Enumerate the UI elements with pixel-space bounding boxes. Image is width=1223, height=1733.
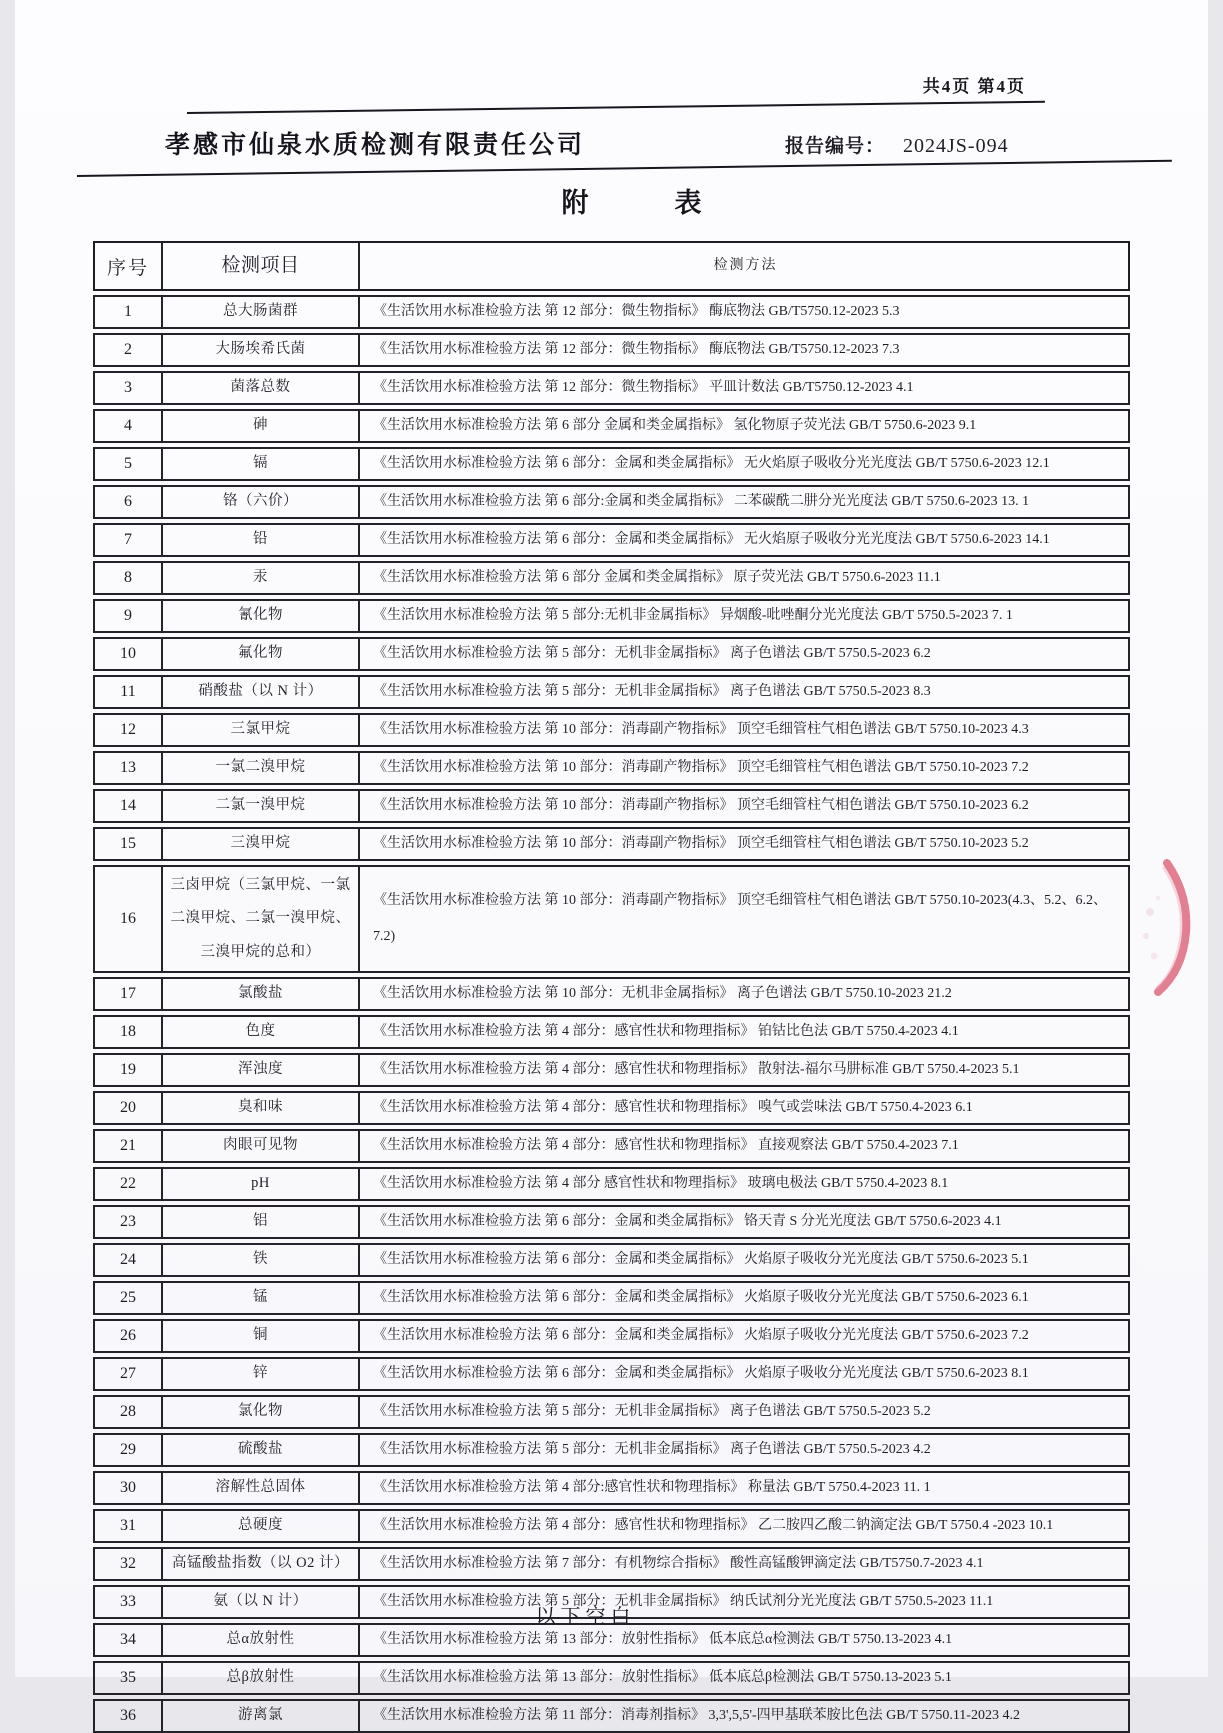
cell-no: 19 xyxy=(95,1055,163,1085)
company-name: 孝感市仙泉水质检测有限责任公司 xyxy=(165,131,586,159)
cell-item: 锰 xyxy=(163,1283,360,1313)
red-seal-stamp-icon xyxy=(1120,840,1208,1005)
table-row xyxy=(93,1319,1130,1353)
table-row xyxy=(93,1015,1130,1049)
page-title-char-1: 附 xyxy=(561,188,589,218)
cell-no: 4 xyxy=(95,411,163,441)
cell-method: 《生活饮用水标准检验方法 第 10 部分：消毒副产物指标》 顶空毛细管柱气相色谱法 GB/T 5750.10-2023 6.2 xyxy=(373,798,1029,814)
cell-no: 29 xyxy=(95,1435,163,1465)
cell-no: 26 xyxy=(95,1321,163,1351)
table-row xyxy=(93,789,1130,823)
cell-method: 《生活饮用水标准检验方法 第 6 部分：金属和类金属指标》 无火焰原子吸收分光光度法 GB/T 5750.6-2023 12.1 xyxy=(373,456,1050,472)
table-row xyxy=(93,295,1130,329)
cell-method: 《生活饮用水标准检验方法 第 5 部分：无机非金属指标》 离子色谱法 GB/T 5750.5-2023 8.3 xyxy=(373,684,931,700)
cell-method: 《生活饮用水标准检验方法 第 7 部分：有机物综合指标》 酸性高锰酸钾滴定法 GB/T5750.7-2023 4.1 xyxy=(373,1556,984,1572)
cell-item: 铬（六价） xyxy=(163,487,360,517)
cell-item: 总大肠菌群 xyxy=(163,297,360,327)
cell-no: 33 xyxy=(95,1587,163,1617)
table-row xyxy=(93,1167,1130,1201)
cell-method: 《生活饮用水标准检验方法 第 10 部分：消毒副产物指标》 顶空毛细管柱气相色谱法 GB/T 5750.10-2023 4.3 xyxy=(373,722,1029,738)
page-title-char-2: 表 xyxy=(674,188,702,218)
cell-item: 二氯一溴甲烷 xyxy=(163,791,360,821)
cell-method: 《生活饮用水标准检验方法 第 6 部分 金属和类金属指标》 氢化物原子荧光法 GB/T 5750.6-2023 9.1 xyxy=(373,418,977,434)
table-row xyxy=(93,1205,1130,1239)
cell-method: 《生活饮用水标准检验方法 第 11 部分：消毒剂指标》 3,3',5,5'-四甲基联苯胺比色法 GB/T 5750.11-2023 4.2 xyxy=(373,1708,1020,1724)
cell-item: 三氯甲烷 xyxy=(163,715,360,745)
cell-no: 16 xyxy=(95,867,163,971)
cell-item: 溶解性总固体 xyxy=(163,1473,360,1503)
cell-no: 14 xyxy=(95,791,163,821)
report-number-label: 报告编号： xyxy=(785,136,886,157)
table-row xyxy=(93,1395,1130,1429)
cell-method: 《生活饮用水标准检验方法 第 4 部分：感官性状和物理指标》 铂钴比色法 GB/T 5750.4-2023 4.1 xyxy=(373,1024,959,1040)
header-rule-bottom xyxy=(77,160,1172,178)
cell-item: 铁 xyxy=(163,1245,360,1275)
cell-no: 18 xyxy=(95,1017,163,1047)
cell-method: 《生活饮用水标准检验方法 第 10 部分：消毒副产物指标》 顶空毛细管柱气相色谱法 GB/T 5750.10-2023 7.2 xyxy=(373,760,1029,776)
cell-item: 一氯二溴甲烷 xyxy=(163,753,360,783)
cell-method: 《生活饮用水标准检验方法 第 12 部分：微生物指标》 酶底物法 GB/T5750.12-2023 7.3 xyxy=(373,342,900,358)
table-row xyxy=(93,485,1130,519)
cell-method: 《生活饮用水标准检验方法 第 6 部分：金属和类金属指标》 火焰原子吸收分光光度法 GB/T 5750.6-2023 6.1 xyxy=(373,1290,1029,1306)
cell-no: 24 xyxy=(95,1245,163,1275)
cell-no: 27 xyxy=(95,1359,163,1389)
cell-item: 铝 xyxy=(163,1207,360,1237)
cell-item: 色度 xyxy=(163,1017,360,1047)
cell-method: 《生活饮用水标准检验方法 第 4 部分 感官性状和物理指标》 玻璃电极法 GB/T 5750.4-2023 8.1 xyxy=(373,1176,949,1192)
table-row xyxy=(93,1699,1130,1733)
cell-item: 游离氯 xyxy=(163,1701,360,1731)
table-row xyxy=(93,1547,1130,1581)
cell-item: pH xyxy=(163,1169,360,1199)
table-row xyxy=(93,675,1130,709)
cell-item: 硝酸盐（以 N 计） xyxy=(163,677,360,707)
cell-item: 氯酸盐 xyxy=(163,979,360,1009)
cell-no: 8 xyxy=(95,563,163,593)
cell-no: 34 xyxy=(95,1625,163,1655)
cell-item: 铅 xyxy=(163,525,360,555)
cell-item: 氰化物 xyxy=(163,601,360,631)
header-rule-top xyxy=(187,101,1045,115)
cell-no: 28 xyxy=(95,1397,163,1427)
cell-no: 17 xyxy=(95,979,163,1009)
cell-no: 7 xyxy=(95,525,163,555)
report-page xyxy=(15,0,1208,1725)
cell-method: 《生活饮用水标准检验方法 第 5 部分：无机非金属指标》 纳氏试剂分光光度法 GB/T 5750.5-2023 11.1 xyxy=(373,1594,994,1610)
cell-no: 25 xyxy=(95,1283,163,1313)
cell-no: 20 xyxy=(95,1093,163,1123)
column-header-item: 检测项目 xyxy=(163,243,360,289)
cell-method: 《生活饮用水标准检验方法 第 4 部分：感官性状和物理指标》 乙二胺四乙酸二钠滴定法 GB/T 5750.4 -2023 10.1 xyxy=(373,1518,1054,1534)
table-row xyxy=(93,827,1130,861)
cell-method: 《生活饮用水标准检验方法 第 10 部分：无机非金属指标》 离子色谱法 GB/T 5750.10-2023 21.2 xyxy=(373,986,952,1002)
cell-method: 《生活饮用水标准检验方法 第 12 部分：微生物指标》 酶底物法 GB/T5750.12-2023 5.3 xyxy=(373,304,900,320)
methods-table xyxy=(93,241,1130,1733)
cell-method: 《生活饮用水标准检验方法 第 10 部分：消毒副产物指标》 顶空毛细管柱气相色谱法 GB/T 5750.10-2023(4.3、5.2、6.2、7.2) xyxy=(373,893,1107,945)
cell-no: 5 xyxy=(95,449,163,479)
cell-item: 肉眼可见物 xyxy=(163,1131,360,1161)
cell-method: 《生活饮用水标准检验方法 第 5 部分：无机非金属指标》 离子色谱法 GB/T 5750.5-2023 5.2 xyxy=(373,1404,931,1420)
cell-item: 总α放射性 xyxy=(163,1625,360,1655)
column-header-method: 检测方法 xyxy=(713,258,778,274)
cell-method: 《生活饮用水标准检验方法 第 6 部分：金属和类金属指标》 火焰原子吸收分光光度法 GB/T 5750.6-2023 5.1 xyxy=(373,1252,1029,1268)
cell-item: 氯化物 xyxy=(163,1397,360,1427)
cell-method: 《生活饮用水标准检验方法 第 6 部分：金属和类金属指标》 无火焰原子吸收分光光度法 GB/T 5750.6-2023 14.1 xyxy=(373,532,1050,548)
cell-method: 《生活饮用水标准检验方法 第 10 部分：消毒副产物指标》 顶空毛细管柱气相色谱法 GB/T 5750.10-2023 5.2 xyxy=(373,836,1029,852)
pagination-label: 共4页 第4页 xyxy=(922,77,1026,96)
cell-method: 《生活饮用水标准检验方法 第 13 部分：放射性指标》 低本底总β检测法 GB/T 5750.13-2023 5.1 xyxy=(373,1670,952,1686)
cell-no: 1 xyxy=(95,297,163,327)
cell-method: 《生活饮用水标准检验方法 第 4 部分：感官性状和物理指标》 直接观察法 GB/T 5750.4-2023 7.1 xyxy=(373,1138,959,1154)
cell-method: 《生活饮用水标准检验方法 第 4 部分:感官性状和物理指标》 称量法 GB/T 5750.4-2023 11. 1 xyxy=(373,1480,931,1496)
cell-item: 臭和味 xyxy=(163,1093,360,1123)
cell-no: 21 xyxy=(95,1131,163,1161)
table-row xyxy=(93,1357,1130,1391)
cell-no: 2 xyxy=(95,335,163,365)
table-row xyxy=(93,1129,1130,1163)
page-title xyxy=(35,181,1223,220)
table-row xyxy=(93,1053,1130,1087)
cell-item: 汞 xyxy=(163,563,360,593)
cell-method: 《生活饮用水标准检验方法 第 13 部分：放射性指标》 低本底总α检测法 GB/T 5750.13-2023 4.1 xyxy=(373,1632,953,1648)
cell-item: 总β放射性 xyxy=(163,1663,360,1693)
cell-no: 30 xyxy=(95,1473,163,1503)
table-row xyxy=(93,977,1130,1011)
report-number xyxy=(785,131,1009,158)
cell-method: 《生活饮用水标准检验方法 第 6 部分 金属和类金属指标》 原子荧光法 GB/T 5750.6-2023 11.1 xyxy=(373,570,941,586)
cell-item: 镉 xyxy=(163,449,360,479)
table-header-row xyxy=(93,241,1130,291)
cell-item: 高锰酸盐指数（以 O2 计） xyxy=(163,1549,360,1579)
cell-item: 锌 xyxy=(163,1359,360,1389)
table-row xyxy=(93,637,1130,671)
cell-method: 《生活饮用水标准检验方法 第 12 部分：微生物指标》 平皿计数法 GB/T5750.12-2023 4.1 xyxy=(373,380,914,396)
cell-no: 9 xyxy=(95,601,163,631)
table-row xyxy=(93,523,1130,557)
cell-item: 氨（以 N 计） xyxy=(163,1587,360,1617)
cell-no: 11 xyxy=(95,677,163,707)
column-header-no: 序号 xyxy=(95,243,163,289)
table-row xyxy=(93,1661,1130,1695)
cell-method: 《生活饮用水标准检验方法 第 4 部分：感官性状和物理指标》 嗅气或尝味法 GB/T 5750.4-2023 6.1 xyxy=(373,1100,973,1116)
table-row xyxy=(93,1243,1130,1277)
cell-item: 总硬度 xyxy=(163,1511,360,1541)
table-row xyxy=(93,447,1130,481)
cell-no: 35 xyxy=(95,1663,163,1693)
cell-item: 铜 xyxy=(163,1321,360,1351)
cell-item: 三卤甲烷（三氯甲烷、一氯二溴甲烷、二氯一溴甲烷、三溴甲烷的总和） xyxy=(163,867,360,971)
table-row xyxy=(93,599,1130,633)
cell-item: 氟化物 xyxy=(163,639,360,669)
cell-method: 《生活饮用水标准检验方法 第 6 部分：金属和类金属指标》 铬天青 S 分光光度法 GB/T 5750.6-2023 4.1 xyxy=(373,1214,1002,1230)
table-row xyxy=(93,1509,1130,1543)
cell-method: 《生活饮用水标准检验方法 第 6 部分:金属和类金属指标》 二苯碳酰二肼分光光度法 GB/T 5750.6-2023 13. 1 xyxy=(373,494,1030,510)
cell-no: 15 xyxy=(95,829,163,859)
cell-no: 32 xyxy=(95,1549,163,1579)
cell-no: 13 xyxy=(95,753,163,783)
table-row xyxy=(93,751,1130,785)
cell-method: 《生活饮用水标准检验方法 第 5 部分:无机非金属指标》 异烟酸-吡唑酮分光光度法 GB/T 5750.5-2023 7. 1 xyxy=(373,608,1013,624)
cell-item: 浑浊度 xyxy=(163,1055,360,1085)
cell-method: 《生活饮用水标准检验方法 第 5 部分：无机非金属指标》 离子色谱法 GB/T 5750.5-2023 4.2 xyxy=(373,1442,931,1458)
table-row xyxy=(93,1433,1130,1467)
cell-no: 31 xyxy=(95,1511,163,1541)
table-row xyxy=(93,713,1130,747)
table-body xyxy=(93,295,1130,1733)
cell-no: 10 xyxy=(95,639,163,669)
cell-no: 22 xyxy=(95,1169,163,1199)
table-row xyxy=(93,561,1130,595)
cell-method: 《生活饮用水标准检验方法 第 5 部分：无机非金属指标》 离子色谱法 GB/T 5750.5-2023 6.2 xyxy=(373,646,931,662)
cell-no: 36 xyxy=(95,1701,163,1731)
table-row xyxy=(93,1471,1130,1505)
table-row xyxy=(93,865,1130,973)
report-number-value: 2024JS-094 xyxy=(903,135,1009,157)
cell-no: 3 xyxy=(95,373,163,403)
table-row xyxy=(93,1091,1130,1125)
cell-item: 菌落总数 xyxy=(163,373,360,403)
cell-item: 硫酸盐 xyxy=(163,1435,360,1465)
cell-item: 砷 xyxy=(163,411,360,441)
cell-item: 三溴甲烷 xyxy=(163,829,360,859)
cell-method: 《生活饮用水标准检验方法 第 4 部分：感官性状和物理指标》 散射法-福尔马肼标准 GB/T 5750.4-2023 5.1 xyxy=(373,1062,1020,1078)
table-row xyxy=(93,1281,1130,1315)
cell-no: 6 xyxy=(95,487,163,517)
blank-note: 以下空白 xyxy=(535,1606,636,1628)
table-row xyxy=(93,333,1130,367)
table-row xyxy=(93,371,1130,405)
cell-item: 大肠埃希氏菌 xyxy=(163,335,360,365)
table-row xyxy=(93,409,1130,443)
cell-no: 12 xyxy=(95,715,163,745)
cell-no: 23 xyxy=(95,1207,163,1237)
cell-method: 《生活饮用水标准检验方法 第 6 部分：金属和类金属指标》 火焰原子吸收分光光度法 GB/T 5750.6-2023 7.2 xyxy=(373,1328,1029,1344)
cell-method: 《生活饮用水标准检验方法 第 6 部分：金属和类金属指标》 火焰原子吸收分光光度法 GB/T 5750.6-2023 8.1 xyxy=(373,1366,1029,1382)
